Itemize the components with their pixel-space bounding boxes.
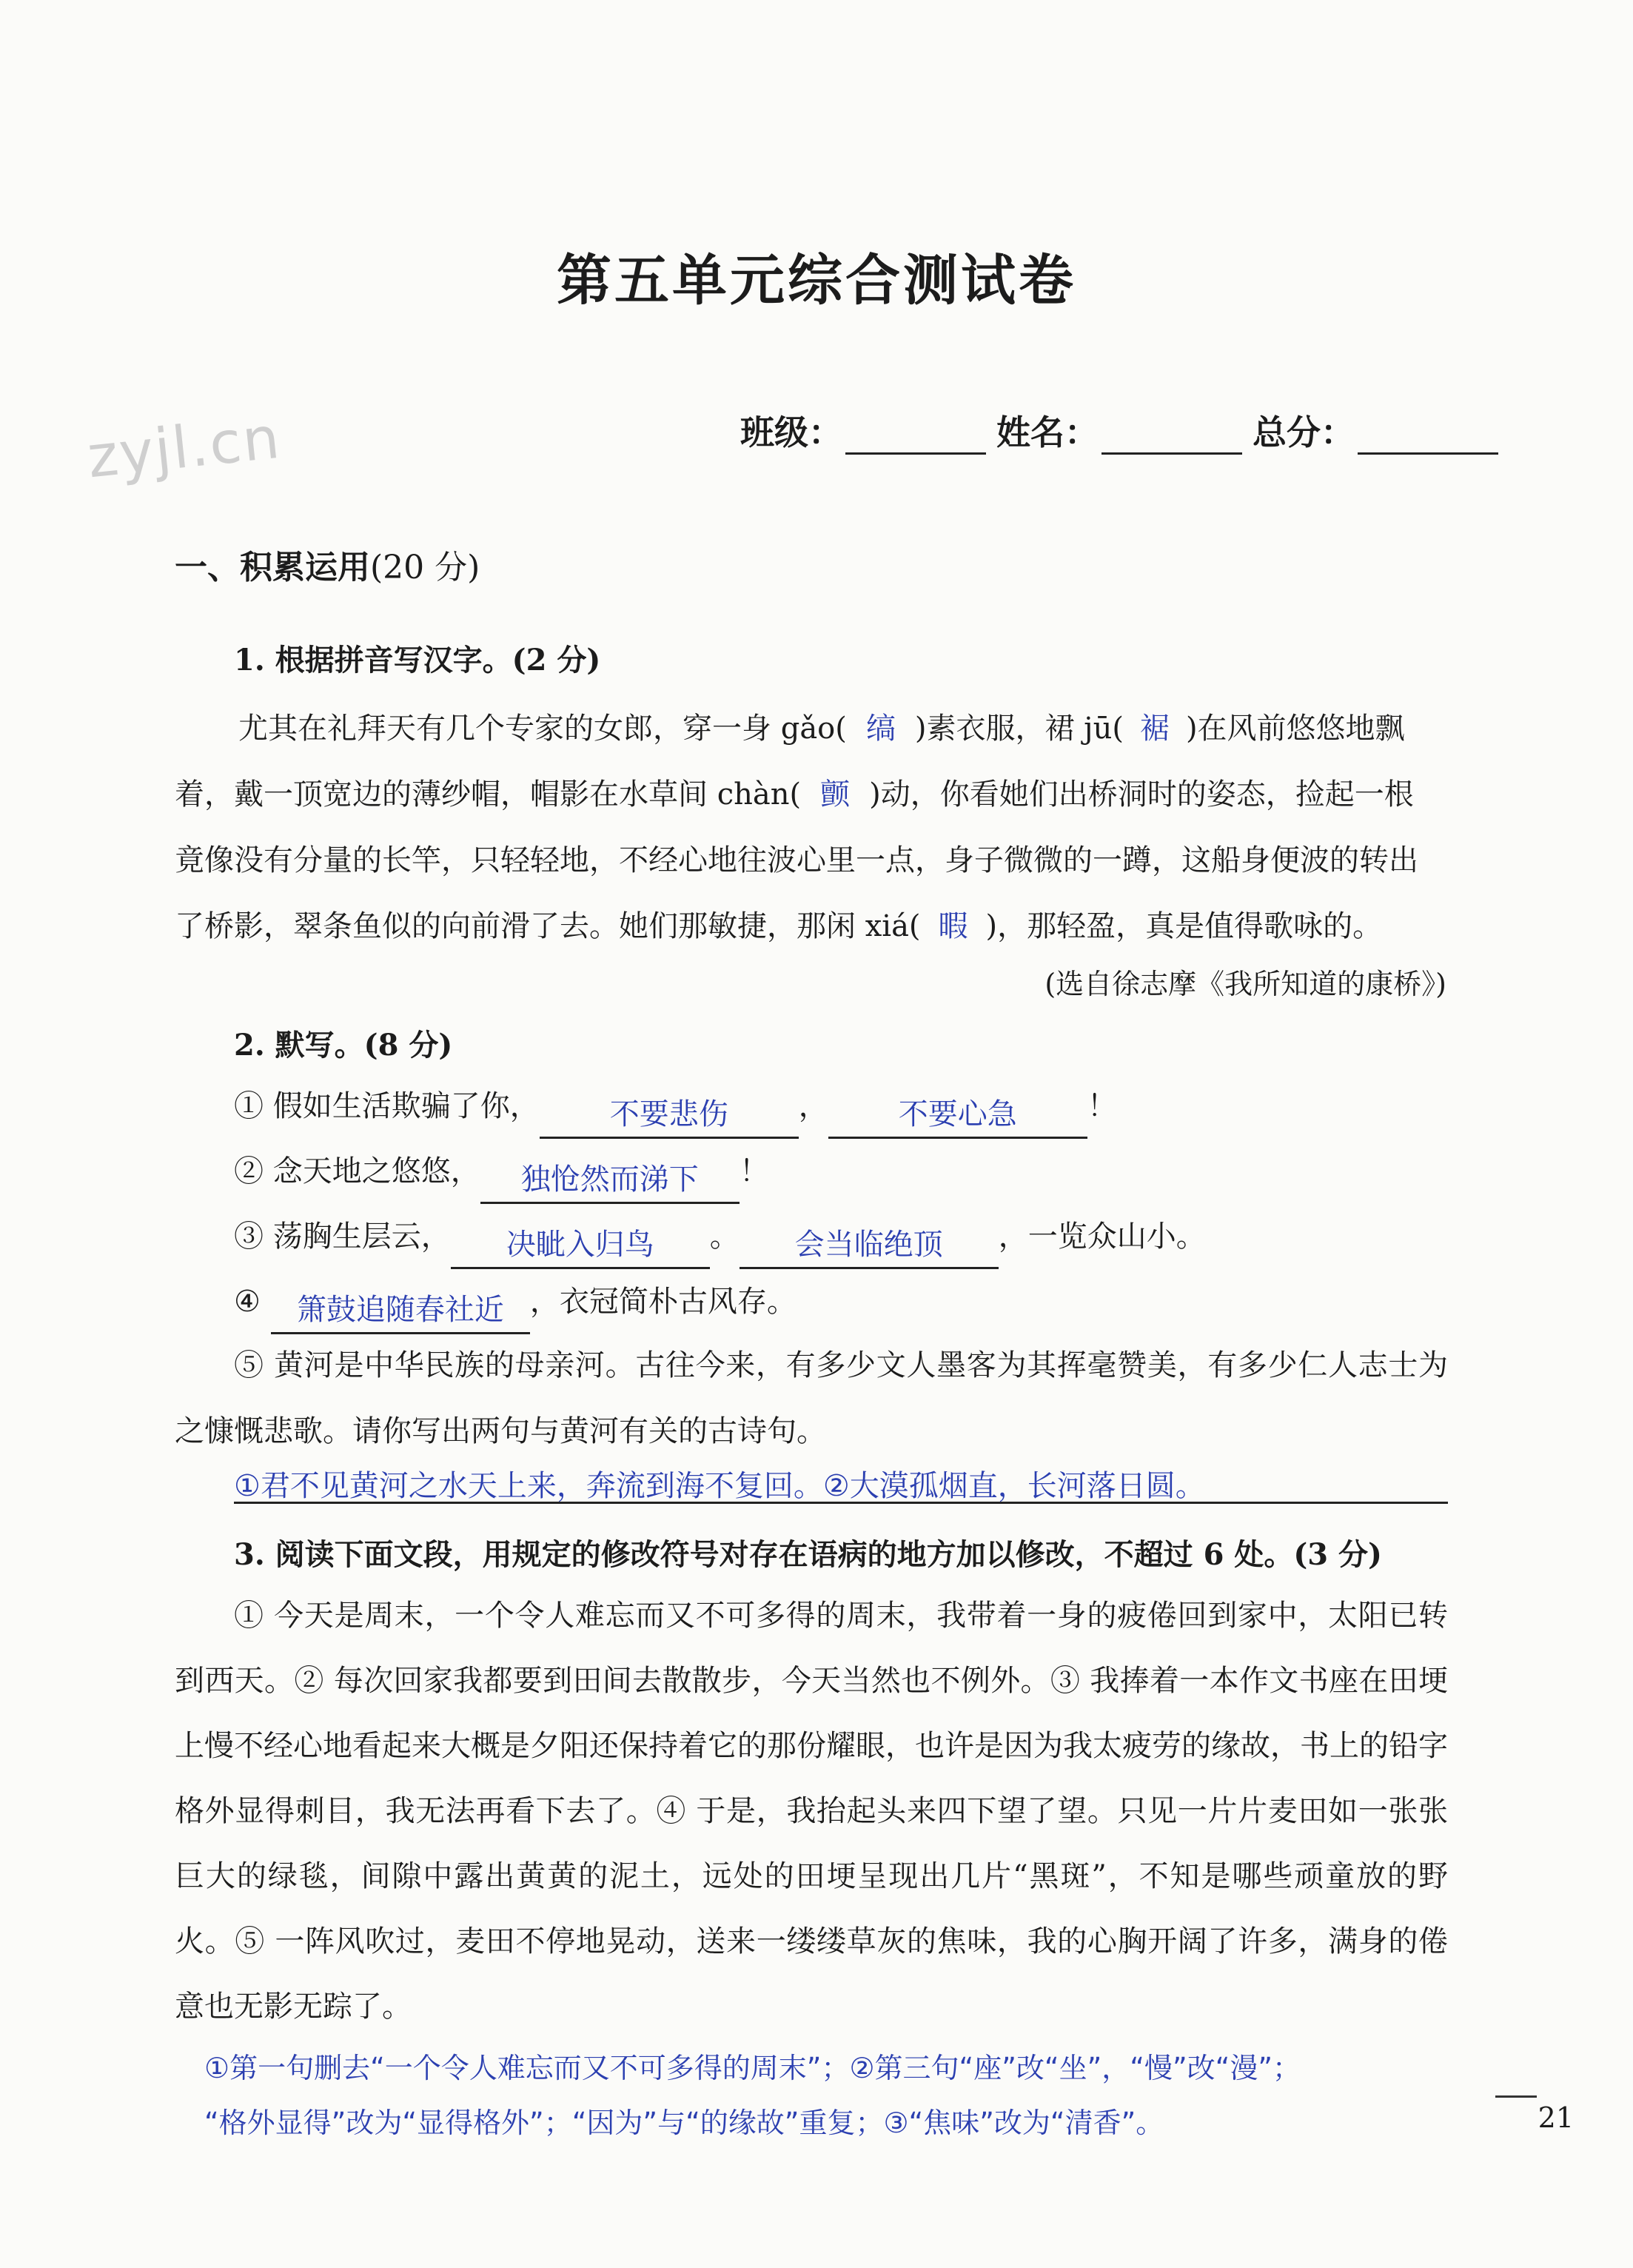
score-field[interactable] (1358, 423, 1498, 455)
q2-l3-prompt: ③ 荡胸生层云， (234, 1220, 451, 1254)
q1-text-2a: 着，戴一顶宽边的薄纱帽，帽影在水草间 chàn( (175, 777, 802, 812)
q2-l1-prompt: ① 假如生活欺骗了你， (234, 1089, 540, 1123)
watermark: zyjl.cn (84, 404, 284, 492)
q1-answer-3: 颤 (820, 777, 851, 812)
q2-line-3 (234, 1204, 1206, 1269)
q2-l4-answer-1[interactable]: 箫鼓追随春社近 (271, 1289, 530, 1334)
q3-answer-line-2[interactable]: “格外显得”改为“显得格外”；“因为”与“的缘故”重复；③“焦味”改为“清香”。 (204, 2107, 1164, 2139)
q1-text-1b: )素衣服，裙 jū( (914, 712, 1124, 746)
q1-passage (175, 696, 1448, 762)
name-label: 姓名： (996, 412, 1099, 452)
q1-answer-2: 裾 (1139, 712, 1170, 746)
q2-l2-answer-1[interactable]: 独怆然而涕下 (480, 1159, 740, 1204)
section-heading (175, 541, 480, 588)
q1-answer-4: 暇 (938, 909, 968, 943)
section-title: 一、积累运用 (175, 549, 370, 586)
q2-l4-end: ，衣冠简朴古风存。 (529, 1285, 797, 1319)
q2-heading: 2. 默写。(8 分) (234, 1028, 453, 1063)
q3-heading-text: 3. 阅读下面文段，用规定的修改符号对存在语病的地方加以修改，不超过 6 处。(3 分) (234, 1537, 1382, 1572)
q2-line-5: ⑤ 黄河是中华民族的母亲河。古往今来，有多少文人墨客为其挥毫赞美，有多少仁人志士为之慷慨悲歌。请你写出两句与黄河有关的古诗句。 (175, 1348, 1448, 1448)
class-label: 班级： (740, 412, 842, 452)
q3-passage: ① 今天是周末，一个令人难忘而又不可多得的周末，我带着一身的疲倦回到家中，太阳已转到西天。② 每次回家我都要到田间去散散步，今天当然也不例外。③ 我捧着一本作文书座在田埂上慢不经心地看起来大概是夕阳还保持着它的那份耀眼，也许是因为我太疲劳的缘故，书上的铅字格外显得刺目，我无法再看下去了。④ 于是，我抬起头来四下望了望。只见一片片麦田如一张张巨大的绿毯，间隙中露出黄黄的泥土，远处的田埂呈现出几片“黑斑”，不知是哪些顽童放的野火。⑤ 一阵风吹过，麦田不停地晃动，送来一缕缕草灰的焦味，我的心胸开阔了许多，满身的倦意也无影无踪了。 (175, 1599, 1448, 2024)
q2-l5-answer[interactable]: ①君不见黄河之水天上来，奔流到海不复回。②大漠孤烟直，长河落日圆。 (234, 1469, 1205, 1503)
q3-heading (234, 1531, 1382, 1573)
q1-passage-line4 (175, 894, 1448, 960)
score-label: 总分： (1253, 412, 1355, 452)
q2-line-1 (234, 1074, 1117, 1139)
q1-text-4a: 了桥影，翠条鱼似的向前滑了去。她们那敏捷，那闲 xiá( (175, 909, 921, 943)
page-number: 21 (1538, 2101, 1574, 2134)
q2-l3-end: ，一览众山小。 (998, 1220, 1206, 1254)
q2-l3-answer-2[interactable]: 会当临绝顶 (740, 1224, 999, 1269)
q1-text-1c: )在风前悠悠地飘 (1185, 712, 1405, 746)
q2-l3-separator: 。 (709, 1220, 740, 1254)
q2-l4-prompt: ④ (234, 1285, 261, 1319)
q1-passage-line2 (175, 762, 1448, 828)
student-info-row (740, 406, 1509, 455)
q1-text-1a: 尤其在礼拜天有几个专家的女郎，穿一身 gǎo( (238, 712, 847, 746)
q2-l1-answer-2[interactable]: 不要心急 (828, 1094, 1087, 1139)
q2-l2-prompt: ② 念天地之悠悠， (234, 1154, 480, 1188)
q1-source: (选自徐志摩《我所知道的康桥》) (1044, 968, 1446, 1000)
q1-passage-line3: 竟像没有分量的长竿，只轻轻地，不经心地往波心里一点，身子微微的一蹲，这船身便波的转出 (175, 843, 1418, 877)
q2-line-2 (234, 1139, 769, 1204)
q2-l1-answer-1[interactable]: 不要悲伤 (540, 1094, 799, 1139)
q2-l2-end: ！ (739, 1154, 769, 1188)
q3-answer-line-1[interactable]: ①第一句删去“一个令人难忘而又不可多得的周末”；②第三句“座”改“坐”，“慢”改“漫”； (204, 2052, 1301, 2084)
q1-text-4b: )，那轻盈，真是值得歌咏的。 (985, 909, 1383, 943)
q2-l5-answer-line (234, 1502, 1448, 1504)
page-title: 第五单元综合测试卷 (557, 249, 1076, 312)
q1-heading: 1. 根据拼音写汉字。(2 分) (234, 643, 601, 678)
q2-l3-answer-1[interactable]: 决眦入归鸟 (451, 1224, 710, 1269)
q1-answer-1: 缟 (865, 712, 896, 746)
q2-line-4 (234, 1269, 797, 1334)
class-field[interactable] (845, 423, 986, 455)
q2-l1-end: ！ (1087, 1089, 1117, 1123)
section-points: (20 分) (370, 549, 480, 586)
page-number-dash (1495, 2095, 1537, 2098)
q2-l1-separator: ， (798, 1089, 828, 1123)
q1-text-2b: )动，你看她们出桥洞时的姿态，捡起一根 (869, 777, 1414, 812)
name-field[interactable] (1101, 423, 1242, 455)
